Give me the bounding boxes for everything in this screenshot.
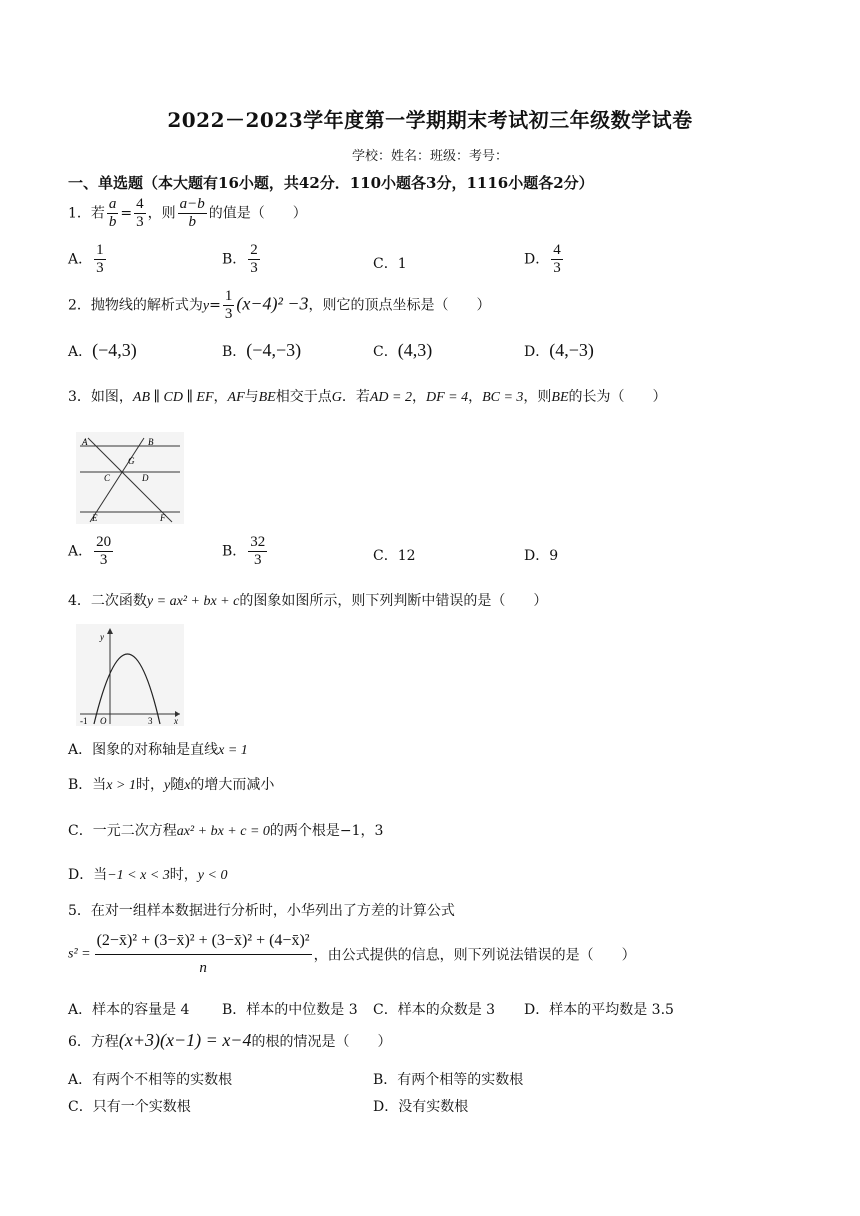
q6-option-a: A．有两个不相等的实数根 xyxy=(68,1072,233,1088)
q3-option-c: C．12 xyxy=(373,548,416,564)
q4-option-c: C．一元二次方程ax² + bx + c = 0的两个根是−1，3 xyxy=(68,823,384,839)
fig4-label-origin: O xyxy=(100,716,107,726)
fig3-label-d: D xyxy=(142,473,149,483)
q4-option-b: B．当x > 1时，y随x的增大而减小 xyxy=(68,777,275,793)
fig3-label-e: E xyxy=(92,513,98,523)
fig3-label-b: B xyxy=(148,437,154,447)
question-4: 4．二次函数y = ax² + bx + c的图象如图所示，则下列判断中错误的是（ ） xyxy=(68,593,548,609)
q5-option-a: A．样本的容量是 4 xyxy=(68,1002,190,1018)
q2-option-c: C．(4,3) xyxy=(373,340,433,360)
q4-option-d: D．当−1 < x < 3时，y < 0 xyxy=(68,867,228,883)
q3-option-a: A． $\frac{20}{3}$ xyxy=(68,534,112,568)
q6-option-b: B．有两个相等的实数根 xyxy=(373,1072,524,1088)
q5-option-c: C．样本的众数是 3 xyxy=(373,1002,496,1018)
fig4-label-neg1: -1 xyxy=(80,716,88,726)
q2-option-d: D．(4,−3) xyxy=(524,340,594,360)
q6-option-c: C．只有一个实数根 xyxy=(68,1099,191,1115)
q4-figure xyxy=(76,624,184,726)
q4-option-a: A．图象的对称轴是直线x = 1 xyxy=(68,742,248,758)
fig3-label-c: C xyxy=(104,473,111,483)
q2-option-a: A．(−4,3) xyxy=(68,340,137,360)
q5-option-b: B．样本的中位数是 3 xyxy=(222,1002,358,1018)
fig4-label-x: x xyxy=(174,716,178,726)
q3-option-b: B． $\frac{32}{3}$ xyxy=(222,534,266,568)
fig3-label-f: F xyxy=(160,513,166,523)
q1-option-a: A． $\frac{1}{3}$ xyxy=(68,242,104,276)
section-heading: 一、单选题（本大题有16小题，共42分．110小题各3分，1116小题各2分） xyxy=(68,174,594,192)
student-info-line: 学校：姓名：班级：考号： xyxy=(351,149,508,164)
q3-figure xyxy=(76,432,184,524)
question-5: 5．在对一组样本数据进行分析时，小华列出了方差的计算公式 xyxy=(68,903,455,919)
q1-option-d: D． $\frac{4}{3}$ xyxy=(524,242,561,276)
q1-fraction-4-3: $\frac{4}{3}$ xyxy=(136,196,144,230)
question-1: 1．若 $\frac{a}{b}$ = $\frac{4}{3}$ ，则 $\frac{a-b}{b}$ 的值是（ ） xyxy=(68,196,307,230)
fig3-label-g: G xyxy=(128,456,135,466)
q1-number: 1．若 xyxy=(68,205,105,222)
q2-option-b: B．(−4,−3) xyxy=(222,340,302,360)
q1-option-c: C．1 xyxy=(373,256,407,272)
q5-option-d: D．样本的平均数是 3.5 xyxy=(524,1002,674,1018)
q3-option-d: D．9 xyxy=(524,548,559,564)
question-3: 3．如图，AB ∥ CD ∥ EF，AF与BE相交于点G．若AD = 2，DF = 4，BC = 3，则BE的长为（ ） xyxy=(68,389,667,405)
question-2: 2．抛物线的解析式为y= $\frac{1}{3}$ (x−4)² −3，则它的顶点坐标是（ ） xyxy=(68,288,491,322)
q5-formula: s² = $\frac{\text{(2−x̄)² + (3−x̄)² + (3−x̄)² + (4−x̄)²}}{n}$ ，由公式提供的信息，则下列说法错误的是（ ） xyxy=(68,928,636,981)
fig4-label-y: y xyxy=(100,632,104,642)
q6-option-d: D．没有实数根 xyxy=(373,1099,469,1115)
q1-fraction-a-b: $\frac{a}{b}$ xyxy=(108,196,117,230)
q2-expression: (x−4)² −3 xyxy=(236,293,309,314)
q1-option-b: B． $\frac{2}{3}$ xyxy=(222,242,258,276)
question-6: 6．方程(x+3)(x−1) = x−4的根的情况是（ ） xyxy=(68,1030,392,1050)
q1-fraction-expr: $\frac{a-b}{b}$ xyxy=(179,196,205,230)
exam-title: 2022－2023学年度第一学期期末考试初三年级数学试卷 xyxy=(167,108,693,132)
fig4-label-three: 3 xyxy=(148,716,153,726)
fig3-label-a: A xyxy=(82,437,88,447)
